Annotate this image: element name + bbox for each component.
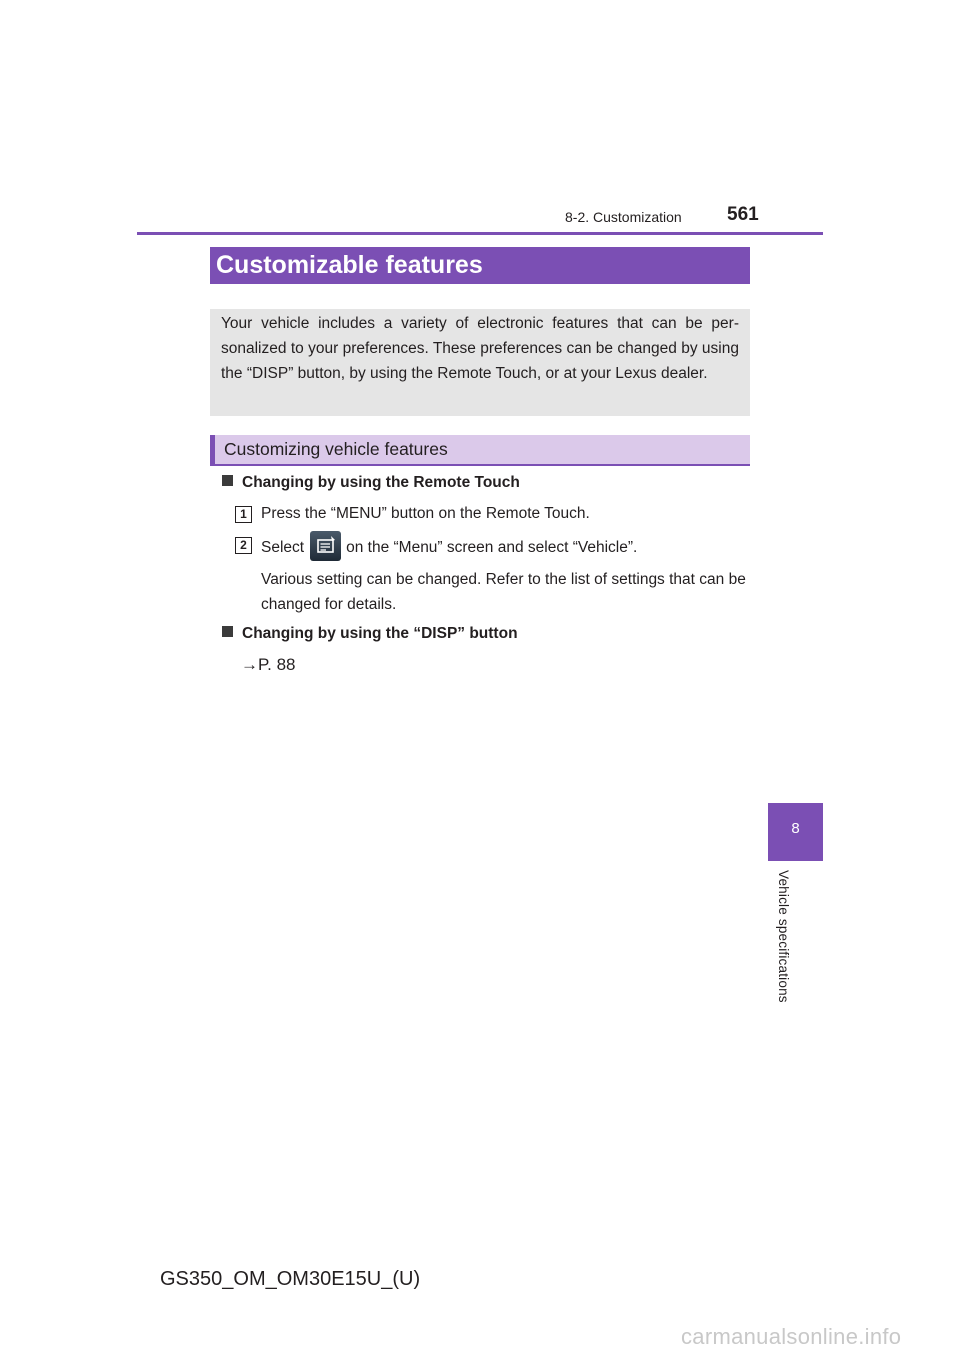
step-2-text: [261, 533, 637, 563]
section-heading: Customizing vehicle features: [210, 435, 750, 466]
step-1-text: Press the “MENU” button on the Remote Touch.: [261, 505, 590, 522]
setup-icon: [310, 531, 341, 561]
disp-button-heading-text: Changing by using the “DISP” button: [242, 625, 518, 642]
step-2-note: Various setting can be changed. Refer to the list of settings that can be changed for details.: [261, 571, 746, 613]
watermark: carmanualsonline.info: [681, 1324, 902, 1349]
intro-box: [210, 309, 750, 416]
remote-touch-heading: [222, 473, 520, 493]
step-number-2: 2: [235, 537, 252, 554]
chapter-label: Vehicle specifications: [776, 870, 791, 1003]
bullet-square-icon: [222, 475, 233, 486]
disp-button-heading: [222, 624, 518, 644]
page-number: 561: [727, 204, 759, 225]
remote-touch-heading-text: Changing by using the Remote Touch: [242, 474, 520, 491]
footer-doc-id: GS350_OM_OM30E15U_(U): [160, 1268, 421, 1290]
header-divider: [137, 232, 823, 235]
step-2-text-after: on the “Menu” screen and select “Vehicle”.: [346, 539, 638, 557]
page-reference-link[interactable]: →P. 88: [241, 655, 296, 674]
bullet-square-icon: [222, 626, 233, 637]
step-number-1: 1: [235, 506, 252, 523]
page-title: Customizable features: [210, 247, 750, 284]
running-head-section: 8-2. Customization: [565, 209, 682, 225]
intro-text: Your vehicle includes a variety of electronic features that can be per-sonalized to your preferences. These preferences can be changed by using the “DISP” button, by using the Remote Touch, or at your Lexus dealer.: [221, 315, 739, 382]
chapter-tab: 8: [768, 803, 823, 861]
step-2-text-before: Select: [261, 539, 305, 557]
